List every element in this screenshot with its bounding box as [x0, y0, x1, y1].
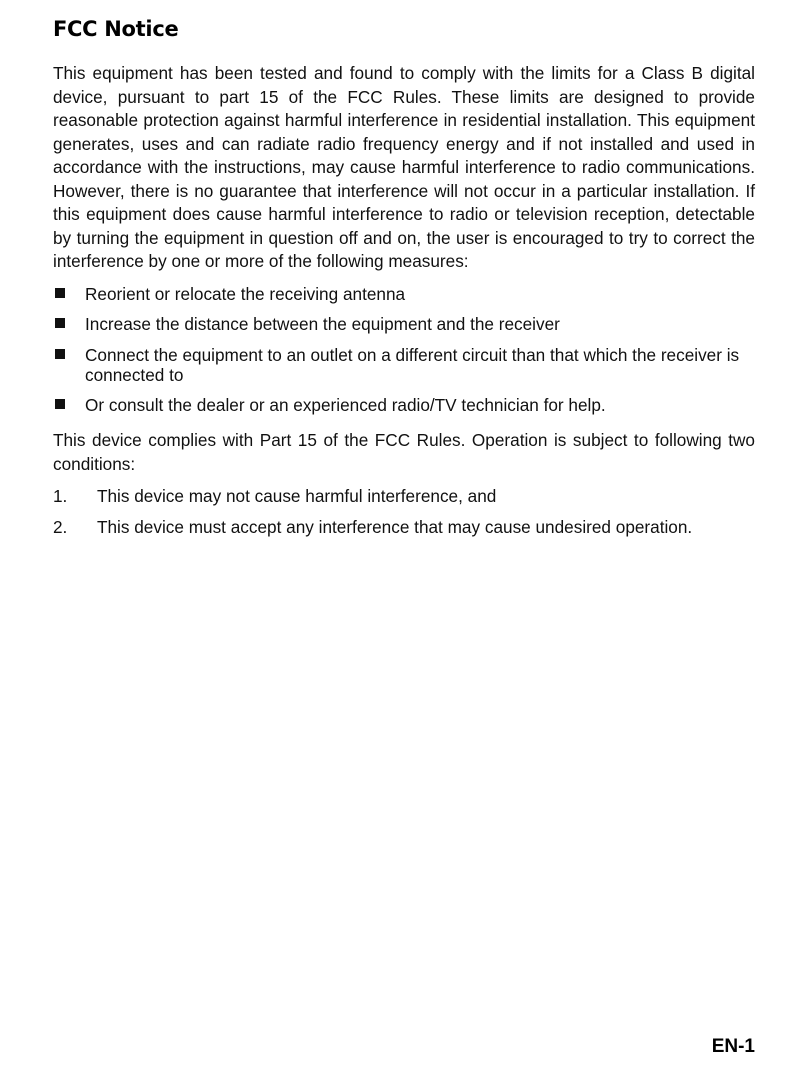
document-page — [53, 14, 755, 548]
list-item-text: Connect the equipment to an outlet on a different circuit than that which the receiver is connected to — [85, 344, 740, 385]
list-item — [53, 284, 755, 304]
square-bullet-icon — [55, 349, 65, 359]
list-item — [53, 395, 755, 415]
page-number: EN-1 — [711, 1036, 755, 1057]
measures-list — [53, 284, 755, 416]
list-item-number: 2. — [53, 517, 68, 537]
list-item — [53, 486, 755, 506]
intro-paragraph: This equipment has been tested and found to comply with the limits for a Class B digital device, pursuant to part 15 of the FCC Rules. These limits are designed to provide reasonable protection against harmful interference in residential installation. This equipment generates, uses and can radiate radio frequency energy and if not installed and used in accordance with the instructions, may cause harmful interference to radio communications. However, there is no guarantee that interference will not occur in a particular installation. If this equipment does cause harmful interference to radio or television reception, detectable by turning the equipment in question off and on, the user is encouraged to try to correct the interference by one or more of the following measures: — [53, 63, 755, 271]
list-item — [53, 517, 755, 537]
list-item-text: Or consult the dealer or an experienced radio/TV technician for help. — [85, 395, 606, 415]
list-item — [53, 345, 755, 385]
square-bullet-icon — [55, 318, 65, 328]
list-item-text: Increase the distance between the equipment and the receiver — [85, 314, 560, 334]
conditions-list — [53, 486, 755, 537]
list-item — [53, 314, 755, 334]
page-title: FCC Notice — [53, 17, 179, 41]
square-bullet-icon — [55, 399, 65, 409]
compliance-paragraph: This device complies with Part 15 of the FCC Rules. Operation is subject to following two conditions: — [53, 430, 755, 474]
list-item-text: This device must accept any interference that may cause undesired operation. — [97, 517, 693, 537]
list-item-text: This device may not cause harmful interference, and — [97, 486, 497, 506]
square-bullet-icon — [55, 288, 65, 298]
list-item-text: Reorient or relocate the receiving antenna — [85, 283, 406, 304]
list-item-number: 1. — [53, 486, 68, 506]
